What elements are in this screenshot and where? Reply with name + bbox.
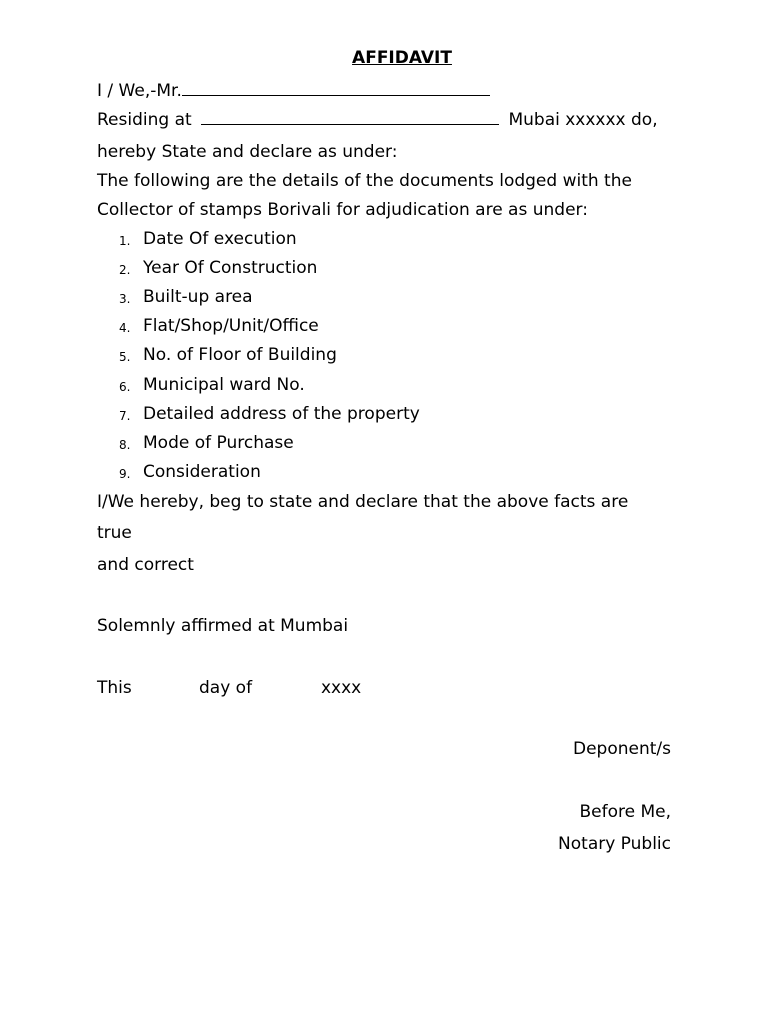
residing-suffix: Mubai xxxxxx do,	[508, 110, 658, 130]
list-item-number: 8.	[119, 438, 131, 452]
list-item-text: No. of Floor of Building	[143, 345, 337, 365]
declaration-line-2: true	[97, 523, 132, 543]
list-item-number: 7.	[119, 409, 131, 423]
details-line-1: The following are the details of the documents lodged with the	[97, 171, 632, 191]
list-item-number: 6.	[119, 380, 131, 394]
name-line	[97, 81, 490, 101]
date-this: This	[97, 678, 132, 698]
declaration-line-1: I/We hereby, beg to state and declare that the above facts are	[97, 492, 629, 512]
list-item-text: Municipal ward No.	[143, 375, 305, 395]
declare-line: hereby State and declare as under:	[97, 142, 398, 162]
document-title: AFFIDAVIT	[352, 48, 452, 68]
name-prefix: I / We,-Mr.	[97, 81, 182, 101]
date-year: xxxx	[321, 678, 362, 698]
list-item-number: 9.	[119, 467, 131, 481]
declaration-line-3: and correct	[97, 555, 194, 575]
list-item-text: Detailed address of the property	[143, 404, 420, 424]
list-item-text: Mode of Purchase	[143, 433, 294, 453]
name-blank	[182, 81, 490, 96]
residing-blank	[201, 110, 499, 125]
notary-public-label: Notary Public	[558, 834, 671, 854]
list-item-number: 2.	[119, 263, 131, 277]
date-day-of: day of	[199, 678, 253, 698]
list-item-text: Flat/Shop/Unit/Office	[143, 316, 319, 336]
affirmed-line: Solemnly affirmed at Mumbai	[97, 616, 349, 636]
list-item-number: 4.	[119, 321, 131, 335]
deponent-label: Deponent/s	[573, 739, 671, 759]
residing-line	[97, 110, 658, 130]
list-item-text: Built-up area	[143, 287, 253, 307]
details-line-2: Collector of stamps Borivali for adjudication are as under:	[97, 200, 588, 220]
list-item-number: 5.	[119, 350, 131, 364]
list-item-text: Consideration	[143, 462, 261, 482]
residing-prefix: Residing at	[97, 110, 192, 130]
list-item-number: 1.	[119, 234, 131, 248]
list-item-number: 3.	[119, 292, 131, 306]
before-me-label: Before Me,	[579, 802, 671, 822]
list-item-text: Year Of Construction	[143, 258, 318, 278]
list-item-text: Date Of execution	[143, 229, 297, 249]
